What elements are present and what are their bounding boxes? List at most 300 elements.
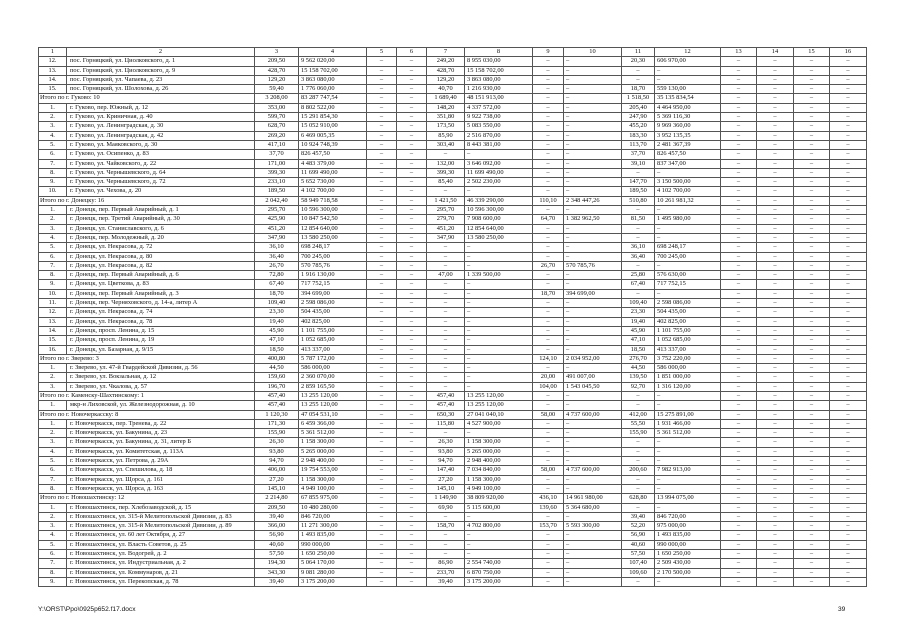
table-cell: 6 459 366,00 — [299, 419, 367, 428]
table-row — [39, 475, 867, 484]
table-cell: – — [757, 150, 794, 159]
table-cell: 233,10 — [255, 178, 299, 187]
address-cell: г. Донецк, ул. Некрасова, д. 82 — [67, 261, 255, 270]
table-cell: 3 208,00 — [255, 94, 299, 103]
table-cell: 18,70 — [622, 85, 655, 94]
table-cell: 15 158 702,00 — [465, 66, 533, 75]
table-cell: – — [721, 131, 757, 140]
table-cell: 18,70 — [255, 289, 299, 298]
row-number: 4. — [39, 447, 67, 456]
table-cell: – — [830, 475, 867, 484]
table-cell: 1 650 250,00 — [655, 550, 721, 559]
table-cell: – — [564, 94, 622, 103]
table-cell: – — [655, 447, 721, 456]
table-cell: 94,70 — [427, 457, 465, 466]
address-cell: г. Новочеркасск, ул. Комитетская, д. 113А — [67, 447, 255, 456]
table-cell: – — [622, 503, 655, 512]
table-cell: – — [794, 289, 830, 298]
table-cell: – — [367, 354, 397, 363]
table-cell: – — [564, 391, 622, 400]
table-cell: 347,90 — [255, 233, 299, 242]
address-cell: г. Донецк, пер. Молодежный, д. 20 — [67, 233, 255, 242]
address-cell: г. Новошахтинск, ул. Водогрей, д. 2 — [67, 550, 255, 559]
table-cell: – — [367, 326, 397, 335]
table-cell: – — [397, 299, 427, 308]
table-cell: 1 158 300,00 — [465, 438, 533, 447]
row-number: 1. — [39, 503, 67, 512]
table-cell: – — [655, 577, 721, 586]
table-cell: – — [757, 57, 794, 66]
table-cell: – — [794, 233, 830, 242]
table-row — [39, 382, 867, 391]
table-cell: – — [465, 345, 533, 354]
address-cell: г. Донецк, ул. Некрасова, д. 74 — [67, 308, 255, 317]
table-cell: 52,20 — [622, 522, 655, 531]
table-cell: – — [427, 187, 465, 196]
table-cell: – — [533, 66, 564, 75]
table-cell: 457,40 — [255, 391, 299, 400]
table-cell: – — [397, 503, 427, 512]
table-cell: 2 948 400,00 — [465, 457, 533, 466]
table-cell: 1 216 930,00 — [465, 85, 533, 94]
table-cell: 145,10 — [255, 484, 299, 493]
table-cell: – — [367, 178, 397, 187]
table-cell: – — [465, 261, 533, 270]
table-cell: 13 255 120,00 — [299, 401, 367, 410]
table-cell: 196,70 — [255, 382, 299, 391]
table-cell: 417,10 — [255, 140, 299, 149]
table-cell: 93,80 — [427, 447, 465, 456]
table-cell: 4 464 950,00 — [655, 103, 721, 112]
table-cell: – — [655, 168, 721, 177]
table-cell: – — [721, 308, 757, 317]
table-cell: – — [721, 512, 757, 521]
table-cell: 698 248,17 — [655, 243, 721, 252]
table-cell: – — [794, 131, 830, 140]
table-cell: 2 502 230,00 — [465, 178, 533, 187]
table-cell: – — [533, 252, 564, 261]
table-cell: 5 361 512,00 — [655, 429, 721, 438]
table-cell: – — [367, 559, 397, 568]
address-cell: г. Донецк, ул. Некрасова, д. 72 — [67, 243, 255, 252]
table-cell: – — [794, 494, 830, 503]
table-cell: – — [721, 317, 757, 326]
table-cell: – — [367, 308, 397, 317]
table-cell: – — [655, 457, 721, 466]
table-cell: – — [622, 475, 655, 484]
table-cell: – — [367, 140, 397, 149]
table-cell: – — [564, 271, 622, 280]
table-cell: – — [397, 215, 427, 224]
table-cell: – — [397, 196, 427, 205]
table-cell: – — [367, 280, 397, 289]
table-cell: – — [564, 550, 622, 559]
row-number: 5. — [39, 540, 67, 549]
table-cell: 18,70 — [533, 289, 564, 298]
table-cell: 700 245,00 — [299, 252, 367, 261]
table-cell: – — [367, 85, 397, 94]
address-cell: пос. Горняцкий, ул. Шолохова, д. 26 — [67, 85, 255, 94]
table-cell: 399,30 — [427, 168, 465, 177]
table-cell: – — [830, 410, 867, 419]
table-cell: – — [622, 206, 655, 215]
table-cell: – — [757, 429, 794, 438]
table-cell: – — [533, 94, 564, 103]
address-cell: г. Новочеркасск, ул. Бакунина, д. 31, литер Б — [67, 438, 255, 447]
table-cell: – — [830, 196, 867, 205]
table-cell: – — [721, 540, 757, 549]
table-cell: – — [757, 159, 794, 168]
table-row — [39, 568, 867, 577]
table-cell: – — [564, 280, 622, 289]
table-cell: – — [367, 466, 397, 475]
table-cell: – — [622, 66, 655, 75]
column-number-cell: 4 — [299, 48, 367, 57]
table-cell: – — [465, 512, 533, 521]
table-cell: – — [564, 122, 622, 131]
table-cell: 428,70 — [427, 66, 465, 75]
table-cell: – — [794, 391, 830, 400]
table-cell: – — [397, 438, 427, 447]
table-cell: 4 737 600,00 — [564, 410, 622, 419]
table-cell: 58 949 718,58 — [299, 196, 367, 205]
table-cell: – — [465, 289, 533, 298]
table-cell: – — [367, 550, 397, 559]
address-cell: г. Новошахтинск, ул. 60 лет Октября, д. 27 — [67, 531, 255, 540]
address-cell: г. Донецк, пер. Первый Аварийный, д. 3 — [67, 289, 255, 298]
address-cell: г. Гуково, ул. Осипенко, д. 83 — [67, 150, 255, 159]
table-row — [39, 447, 867, 456]
table-cell: – — [427, 354, 465, 363]
table-cell: 27,20 — [255, 475, 299, 484]
table-cell: – — [564, 447, 622, 456]
table-cell: – — [397, 531, 427, 540]
table-cell: – — [427, 373, 465, 382]
column-number-cell: 8 — [465, 48, 533, 57]
table-cell: – — [564, 57, 622, 66]
table-cell: – — [367, 57, 397, 66]
table-cell: – — [830, 391, 867, 400]
table-cell: – — [830, 299, 867, 308]
table-cell: 58,00 — [533, 410, 564, 419]
table-cell: – — [564, 364, 622, 373]
column-number-cell: 7 — [427, 48, 465, 57]
table-cell: 1 421,50 — [427, 196, 465, 205]
table-row — [39, 140, 867, 149]
table-cell: 1 543 045,50 — [564, 382, 622, 391]
table-cell: 10 924 748,39 — [299, 140, 367, 149]
table-cell: – — [794, 438, 830, 447]
address-cell: г. Новошахтинск, ул. 315-й Мелитопольской Дивизии, д. 83 — [67, 512, 255, 521]
table-cell: – — [564, 168, 622, 177]
table-cell: – — [794, 308, 830, 317]
table-cell: – — [655, 475, 721, 484]
table-cell: – — [533, 457, 564, 466]
table-cell: – — [757, 140, 794, 149]
table-cell: – — [533, 243, 564, 252]
table-cell: 18,50 — [622, 345, 655, 354]
table-cell: – — [397, 401, 427, 410]
table-cell: 3 646 092,00 — [465, 159, 533, 168]
row-number: 3. — [39, 122, 67, 131]
table-cell: 47,10 — [622, 336, 655, 345]
table-cell: – — [830, 57, 867, 66]
table-cell: – — [757, 475, 794, 484]
table-cell: 39,40 — [255, 512, 299, 521]
table-row — [39, 103, 867, 112]
table-cell: – — [465, 429, 533, 438]
table-cell: 2 042,40 — [255, 196, 299, 205]
table-cell: – — [721, 382, 757, 391]
table-cell: 366,00 — [255, 522, 299, 531]
address-cell: г. Донецк, ул. Некрасова, д. 78 — [67, 317, 255, 326]
table-cell: – — [427, 261, 465, 270]
table-row — [39, 345, 867, 354]
table-cell: – — [721, 326, 757, 335]
table-cell: – — [757, 243, 794, 252]
table-cell: – — [655, 75, 721, 84]
row-number: 5. — [39, 457, 67, 466]
table-cell: – — [397, 429, 427, 438]
table-row — [39, 122, 867, 131]
table-cell: – — [367, 391, 397, 400]
table-cell: 13 580 250,00 — [465, 233, 533, 242]
table-cell: – — [757, 75, 794, 84]
table-cell: – — [564, 233, 622, 242]
table-cell: – — [757, 196, 794, 205]
table-cell: – — [367, 243, 397, 252]
table-cell: 3 863 080,00 — [299, 75, 367, 84]
table-cell: – — [794, 475, 830, 484]
table-cell: – — [721, 494, 757, 503]
table-cell: – — [533, 187, 564, 196]
table-cell: – — [465, 364, 533, 373]
table-cell: – — [721, 447, 757, 456]
table-cell: – — [757, 261, 794, 270]
table-cell: – — [721, 345, 757, 354]
table-cell: – — [397, 168, 427, 177]
table-cell: – — [830, 187, 867, 196]
table-cell: – — [757, 280, 794, 289]
table-cell: – — [655, 503, 721, 512]
table-cell: 18,50 — [255, 345, 299, 354]
table-cell: 110,10 — [533, 196, 564, 205]
table-cell: 1 493 835,00 — [655, 531, 721, 540]
row-number: 15. — [39, 336, 67, 345]
table-cell: 189,50 — [255, 187, 299, 196]
table-cell: – — [757, 299, 794, 308]
table-cell: – — [465, 280, 533, 289]
column-number-cell: 10 — [564, 48, 622, 57]
table-cell: 1 776 060,00 — [299, 85, 367, 94]
table-row — [39, 271, 867, 280]
row-number: 10. — [39, 289, 67, 298]
table-cell: 826 457,50 — [299, 150, 367, 159]
table-cell: – — [830, 503, 867, 512]
table-cell: – — [564, 568, 622, 577]
table-cell: – — [397, 419, 427, 428]
table-cell: – — [397, 457, 427, 466]
address-cell: г. Зверево, ул. Чкалова, д. 57 — [67, 382, 255, 391]
table-cell: 394 699,00 — [299, 289, 367, 298]
table-cell: 86,90 — [427, 559, 465, 568]
table-cell: 11 699 490,00 — [299, 168, 367, 177]
table-cell: – — [397, 308, 427, 317]
table-cell: 148,20 — [427, 103, 465, 112]
table-cell: – — [830, 354, 867, 363]
column-number-row — [39, 48, 867, 57]
table-cell: 269,20 — [255, 131, 299, 140]
table-cell: – — [830, 522, 867, 531]
table-cell: 35 135 834,54 — [655, 94, 721, 103]
table-cell: – — [830, 531, 867, 540]
table-cell: 5 083 550,00 — [465, 122, 533, 131]
table-cell: – — [367, 252, 397, 261]
row-number: 6. — [39, 550, 67, 559]
table-cell: – — [830, 75, 867, 84]
table-cell: – — [721, 66, 757, 75]
table-cell: 5 265 000,00 — [299, 447, 367, 456]
table-cell: – — [564, 419, 622, 428]
table-cell: – — [830, 233, 867, 242]
table-row — [39, 503, 867, 512]
table-cell: 351,80 — [427, 113, 465, 122]
table-cell: 1 518,50 — [622, 94, 655, 103]
table-cell: – — [397, 522, 427, 531]
table-cell: – — [533, 280, 564, 289]
table-cell: – — [397, 131, 427, 140]
table-cell: – — [721, 57, 757, 66]
table-cell: – — [721, 252, 757, 261]
table-cell: – — [533, 484, 564, 493]
table-cell: 504 435,00 — [655, 308, 721, 317]
column-number-cell: 2 — [67, 48, 255, 57]
table-cell: – — [465, 540, 533, 549]
table-cell: – — [721, 550, 757, 559]
table-cell: 5 787 172,00 — [299, 354, 367, 363]
table-cell: – — [427, 512, 465, 521]
table-cell: – — [367, 224, 397, 233]
table-cell: – — [622, 289, 655, 298]
table-cell: – — [830, 577, 867, 586]
table-cell: – — [533, 317, 564, 326]
table-cell: – — [830, 457, 867, 466]
table-cell: 7 908 600,00 — [465, 215, 533, 224]
table-cell: – — [465, 150, 533, 159]
table-cell: – — [367, 113, 397, 122]
table-cell: 194,30 — [255, 559, 299, 568]
table-cell: – — [465, 317, 533, 326]
table-cell: – — [721, 354, 757, 363]
table-cell: – — [367, 159, 397, 168]
table-cell: 2 509 430,00 — [655, 559, 721, 568]
table-cell: – — [533, 159, 564, 168]
table-cell: – — [564, 484, 622, 493]
table-cell: – — [397, 271, 427, 280]
table-cell: – — [397, 94, 427, 103]
table-cell: – — [397, 484, 427, 493]
table-cell: – — [757, 187, 794, 196]
table-cell: – — [830, 122, 867, 131]
table-cell: – — [794, 512, 830, 521]
table-cell: 1 158 300,00 — [299, 475, 367, 484]
table-cell: – — [397, 336, 427, 345]
table-cell: 69,90 — [427, 503, 465, 512]
table-cell: – — [533, 550, 564, 559]
table-cell: – — [564, 187, 622, 196]
table-cell: 139,60 — [533, 503, 564, 512]
table-cell: 129,20 — [427, 75, 465, 84]
table-cell: – — [830, 140, 867, 149]
table-cell: 400,80 — [255, 354, 299, 363]
table-row — [39, 299, 867, 308]
table-cell: 436,10 — [533, 494, 564, 503]
address-cell: г. Донецк, пер. Первый Аварийный, д. 1 — [67, 206, 255, 215]
table-cell: 173,50 — [427, 122, 465, 131]
table-cell: 4 527 900,00 — [465, 419, 533, 428]
table-row — [39, 457, 867, 466]
table-cell: – — [757, 224, 794, 233]
table-row — [39, 178, 867, 187]
table-cell: 26,70 — [533, 261, 564, 270]
table-cell: 5 593 300,00 — [564, 522, 622, 531]
table-cell: – — [427, 540, 465, 549]
row-number: 5. — [39, 140, 67, 149]
table-cell: 155,90 — [622, 429, 655, 438]
column-number-cell: 3 — [255, 48, 299, 57]
table-cell: 39,40 — [427, 577, 465, 586]
table-cell: – — [367, 299, 397, 308]
table-cell: 153,70 — [533, 522, 564, 531]
table-cell: – — [367, 289, 397, 298]
table-cell: – — [830, 243, 867, 252]
table-cell: – — [367, 122, 397, 131]
table-cell: – — [794, 577, 830, 586]
table-cell: – — [830, 540, 867, 549]
table-cell: 83 287 747,54 — [299, 94, 367, 103]
table-cell: – — [757, 326, 794, 335]
table-cell: – — [465, 243, 533, 252]
table-cell: – — [830, 336, 867, 345]
table-cell: – — [397, 57, 427, 66]
table-cell: 1 052 685,00 — [655, 336, 721, 345]
table-cell: – — [367, 540, 397, 549]
table-cell: – — [397, 494, 427, 503]
table-row — [39, 233, 867, 242]
table-cell: – — [397, 345, 427, 354]
table-cell: 4 483 379,00 — [299, 159, 367, 168]
table-cell: – — [427, 531, 465, 540]
table-cell: – — [830, 131, 867, 140]
table-cell: – — [794, 150, 830, 159]
table-cell: 1 851 000,00 — [655, 373, 721, 382]
table-cell: – — [757, 364, 794, 373]
table-cell: 47 054 531,10 — [299, 410, 367, 419]
table-cell: 58,00 — [533, 466, 564, 475]
table-cell: – — [721, 187, 757, 196]
table-cell: 451,20 — [255, 224, 299, 233]
address-cell: г. Новочеркасск, ул. Щорса, д. 163 — [67, 484, 255, 493]
row-number: 2. — [39, 113, 67, 122]
table-cell: – — [367, 503, 397, 512]
table-cell: – — [367, 345, 397, 354]
table-row — [39, 559, 867, 568]
table-cell: – — [367, 531, 397, 540]
table-cell: – — [397, 224, 427, 233]
table-cell: – — [367, 401, 397, 410]
table-cell: – — [427, 299, 465, 308]
table-cell: 628,70 — [255, 122, 299, 131]
